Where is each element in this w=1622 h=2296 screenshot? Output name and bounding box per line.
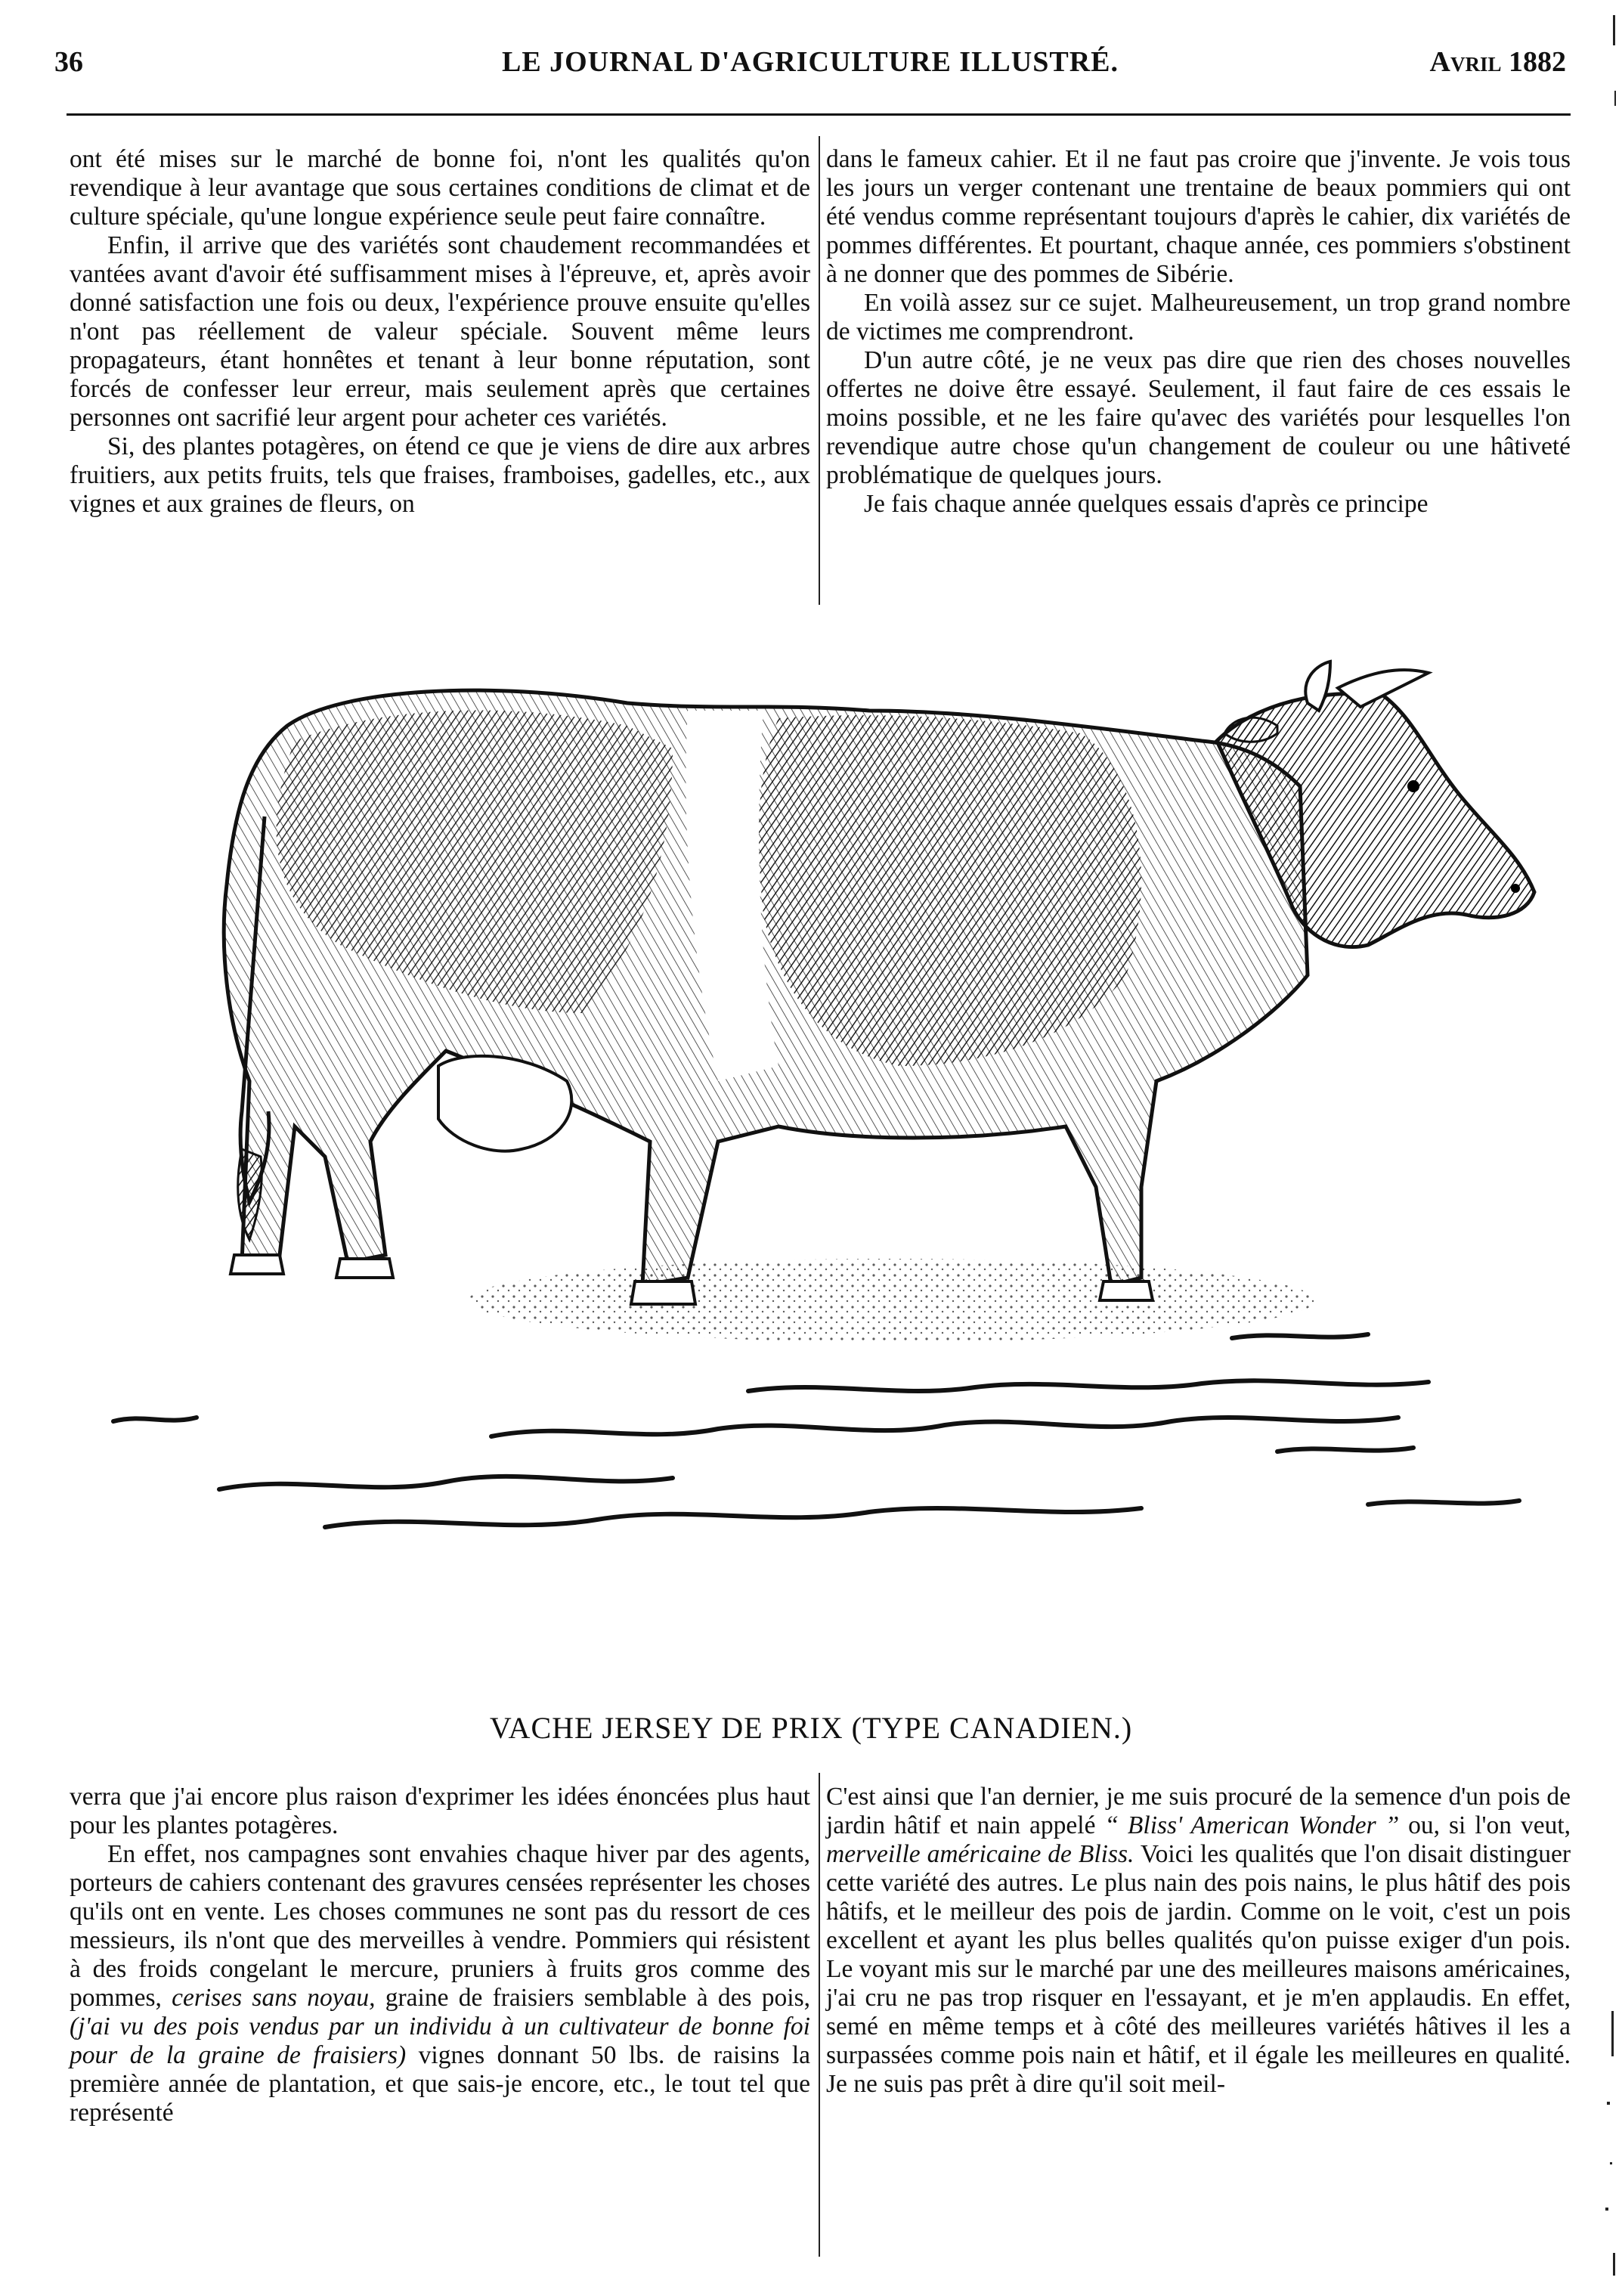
italic-run: cerises sans noyau, xyxy=(172,1984,376,2012)
text-run: ou, si l'on veut, xyxy=(1408,1811,1571,1839)
bottom-left-column xyxy=(70,1783,810,2127)
issue-date: Avril 1882 xyxy=(1429,46,1566,78)
italic-run: merveille américaine de Bliss. xyxy=(826,1840,1134,1868)
dark-patch xyxy=(759,715,1141,1066)
text-run: vignes donnant 50 lbs. de raisins la première année de plantation, et que sais-je encore, etc., le tout tel que représenté xyxy=(70,2041,811,2127)
eye xyxy=(1407,780,1419,792)
paragraph: ont été mises sur le marché de bonne foi, n'ont les qualités qu'on revendique à leur avantage que sous certaines conditions de climat et de culture spéciale, qu'une longue expérience seule peut faire connaître. xyxy=(70,145,810,231)
paragraph: Je fais chaque année quelques essais d'après ce principe xyxy=(864,490,1429,518)
paragraph xyxy=(826,1783,1571,2099)
text-run: Voici les qualités que l'on disait distinguer cette variété des autres. Le plus nain des pois nains, le plus hâtif des pois hâtifs, et le meilleur des pois de jardin. Comme on le voit, c'est un pois excellent et ayant les plus belles qualités qu'on puisse exiger d'un pois. Le voyant mis sur le marché par une des meilleures maisons américaines, j'ai cru ne pas trop risquer en l'essayant, et je m'en applaudis. En effet, semé en même temps et à côté des meilleures variétés hâtives il les a surpassées comme pois nain et hâtif, et il égale les meilleures en qualité. Je ne suis pas prêt à dire qu'il soit meil- xyxy=(826,1840,1571,2098)
jersey-cow-engraving xyxy=(98,658,1557,1716)
paragraph: Si, des plantes potagères, on étend ce que je viens de dire aux arbres fruitiers, aux petits fruits, tels que fraises, framboises, gadelles, etc., aux vignes et aux graines de fleurs, on xyxy=(70,432,810,518)
nostril xyxy=(1511,884,1520,893)
column-divider xyxy=(819,1773,820,2257)
italic-run: (j'ai vu des pois vendus par un individu à un cultivateur de bonne foi pour de la graine de fraisiers) xyxy=(70,2012,810,2069)
ground-strokes xyxy=(113,1334,1519,1527)
hoof xyxy=(1100,1281,1153,1300)
page-number: 36 xyxy=(54,46,83,78)
top-right-column xyxy=(826,145,1571,519)
paragraph: verra que j'ai encore plus raison d'exprimer les idées énoncées plus haut pour les plantes potagères. xyxy=(70,1783,810,1839)
hoof xyxy=(336,1259,393,1278)
ear xyxy=(1224,717,1277,742)
column-divider xyxy=(819,136,820,605)
journal-title: LE JOURNAL D'AGRICULTURE ILLUSTRÉ. xyxy=(501,46,1119,78)
italic-run: “ Bliss' American Wonder ” xyxy=(1104,1811,1400,1839)
bottom-right-column xyxy=(826,1783,1571,2099)
paragraph: dans le fameux cahier. Et il ne faut pas croire que j'invente. Je vois tous les jours un verger contenant une trentaine de beaux pommiers qui ont été vendus comme représentant toujours d'après le cahier, dix variétés de pommes différentes. Et pourtant, chaque année, ces pommiers s'obstinent à ne donner que des pommes de Sibérie. xyxy=(826,145,1571,288)
text-run: graine de fraisiers semblable à des pois, xyxy=(385,1984,811,2012)
paragraph: En voilà assez sur ce sujet. Malheureusement, un trop grand nombre de victimes me comprendront. xyxy=(826,289,1571,345)
paragraph xyxy=(70,1840,810,2127)
hoof xyxy=(631,1281,695,1304)
ground-shadow xyxy=(469,1259,1315,1342)
top-left-column xyxy=(70,145,810,519)
text-run: C'est ainsi que l'an dernier, je me suis procuré de la semence d'un pois de jardin hâtif et nain appelé xyxy=(826,1783,1571,1839)
header-rule xyxy=(67,113,1571,116)
text-run: En effet, nos campagnes sont envahies chaque hiver par des agents, porteurs de cahiers contenant des gravures censées représenter les choses qu'ils ont en vente. Les choses communes ne sont pas du ressort de ces messieurs, ils n'ont que des merveilles à vendre. Pommiers qui résistent à des froids congelant le mercure, pruniers à fruits gros comme des pommes, xyxy=(70,1840,810,2012)
paragraph: Enfin, il arrive que des variétés sont chaudement recommandées et vantées avant d'avoir été suffisamment mises à l'épreuve, et, après avoir donné satisfaction une fois ou deux, l'expérience prouve ensuite qu'elles n'ont pas réellement de valeur spéciale. Souvent même leurs propagateurs, étant honnêtes et tenant à leur bonne réputation, sont forcés de confesser leur erreur, mais seulement après que certaines personnes ont sacrifié leur argent pour acheter ces variétés. xyxy=(70,231,810,432)
margin-print-marks xyxy=(1592,0,1622,2296)
paragraph: D'un autre côté, je ne veux pas dire que rien des choses nouvelles offertes ne doive être essayé. Seulement, il faut faire de ces essais le moins possible, et ne les faire qu'avec des variétés pour lesquelles l'on revendique autre chose qu'un changement de couleur ou une hâtiveté problématique de quelques jours. xyxy=(826,346,1571,489)
figure-caption: VACHE JERSEY DE PRIX (TYPE CANADIEN.) xyxy=(489,1711,1133,1745)
running-header xyxy=(54,45,1566,98)
hoof xyxy=(231,1255,283,1274)
